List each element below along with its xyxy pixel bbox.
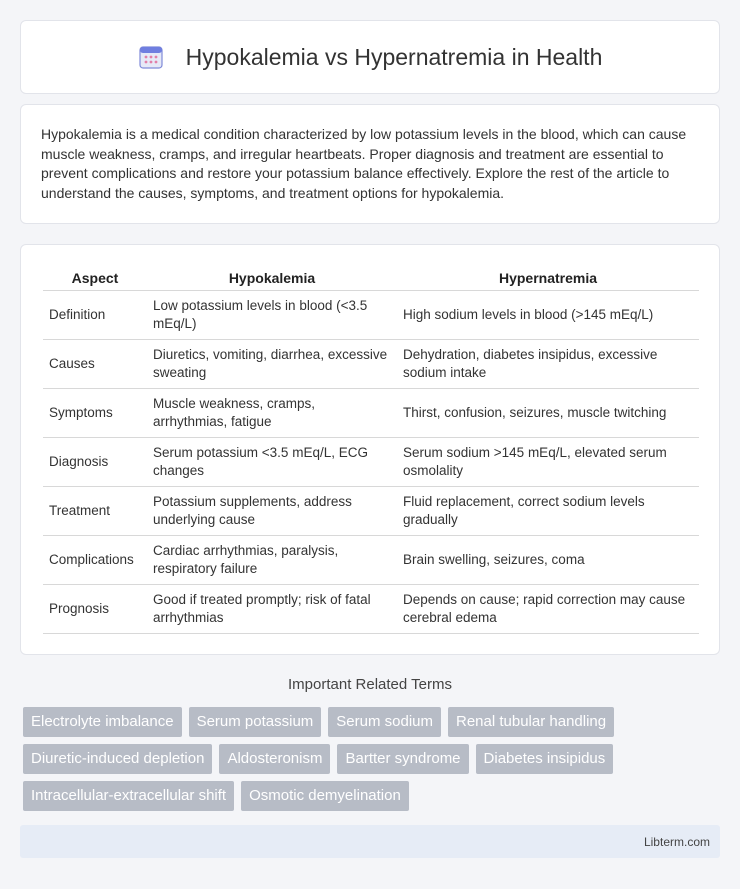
aspect-cell: Causes xyxy=(43,340,147,389)
related-term-tag[interactable]: Intracellular-extracellular shift xyxy=(23,781,234,811)
hypernatremia-cell: Thirst, confusion, seizures, muscle twitching xyxy=(397,389,699,438)
table-header-row xyxy=(43,265,699,291)
table-row xyxy=(43,340,699,389)
table-row xyxy=(43,536,699,585)
table-row xyxy=(43,389,699,438)
table-row xyxy=(43,585,699,634)
column-header: Hypernatremia xyxy=(397,265,699,291)
hypernatremia-cell: Depends on cause; rapid correction may cause cerebral edema xyxy=(397,585,699,634)
page-title: Hypokalemia vs Hypernatremia in Health xyxy=(185,43,603,70)
column-header: Hypokalemia xyxy=(147,265,397,291)
related-terms-list xyxy=(23,707,723,818)
comparison-table-card xyxy=(20,244,720,655)
aspect-cell: Definition xyxy=(43,291,147,340)
intro-text: Hypokalemia is a medical condition characterized by low potassium levels in the blood, which can cause muscle weakness, cramps, and irregular heartbeats. Proper diagnosis and treatment are essential to prevent complications and restore your potassium balance effectively. Explore the rest of the article to understand the causes, symptoms, and treatment options for hypokalemia. xyxy=(41,126,687,201)
related-term-tag[interactable]: Serum sodium xyxy=(328,707,441,737)
related-term-tag[interactable]: Bartter syndrome xyxy=(337,744,468,774)
hypokalemia-cell: Diuretics, vomiting, diarrhea, excessive sweating xyxy=(147,340,397,389)
hypokalemia-cell: Serum potassium <3.5 mEq/L, ECG changes xyxy=(147,438,397,487)
related-term-tag[interactable]: Serum potassium xyxy=(189,707,322,737)
aspect-cell: Symptoms xyxy=(43,389,147,438)
hypokalemia-cell: Potassium supplements, address underlying cause xyxy=(147,487,397,536)
aspect-cell: Prognosis xyxy=(43,585,147,634)
related-term-tag[interactable]: Electrolyte imbalance xyxy=(23,707,182,737)
hypernatremia-cell: Brain swelling, seizures, coma xyxy=(397,536,699,585)
hypernatremia-cell: Dehydration, diabetes insipidus, excessive sodium intake xyxy=(397,340,699,389)
related-term-tag[interactable]: Diuretic-induced depletion xyxy=(23,744,212,774)
related-terms-title: Important Related Terms xyxy=(288,676,452,693)
aspect-cell: Diagnosis xyxy=(43,438,147,487)
comparison-table xyxy=(43,265,699,634)
table-row xyxy=(43,487,699,536)
table-row xyxy=(43,438,699,487)
aspect-cell: Complications xyxy=(43,536,147,585)
aspect-cell: Treatment xyxy=(43,487,147,536)
calendar-icon xyxy=(138,44,164,70)
hypernatremia-cell: Serum sodium >145 mEq/L, elevated serum osmolality xyxy=(397,438,699,487)
footer-brand-link[interactable]: Libterm.com xyxy=(643,835,710,849)
column-header: Aspect xyxy=(43,265,147,291)
hypokalemia-cell: Good if treated promptly; risk of fatal arrhythmias xyxy=(147,585,397,634)
hypokalemia-cell: Low potassium levels in blood (<3.5 mEq/L) xyxy=(147,291,397,340)
related-term-tag[interactable]: Renal tubular handling xyxy=(448,707,614,737)
related-term-tag[interactable]: Diabetes insipidus xyxy=(476,744,614,774)
hypernatremia-cell: High sodium levels in blood (>145 mEq/L) xyxy=(397,291,699,340)
hypernatremia-cell: Fluid replacement, correct sodium levels gradually xyxy=(397,487,699,536)
table-row xyxy=(43,291,699,340)
related-term-tag[interactable]: Osmotic demyelination xyxy=(241,781,409,811)
intro-section xyxy=(20,104,720,224)
hypokalemia-cell: Muscle weakness, cramps, arrhythmias, fatigue xyxy=(147,389,397,438)
related-term-tag[interactable]: Aldosteronism xyxy=(219,744,330,774)
hypokalemia-cell: Cardiac arrhythmias, paralysis, respiratory failure xyxy=(147,536,397,585)
page-footer xyxy=(20,825,720,858)
page-header xyxy=(20,20,720,94)
